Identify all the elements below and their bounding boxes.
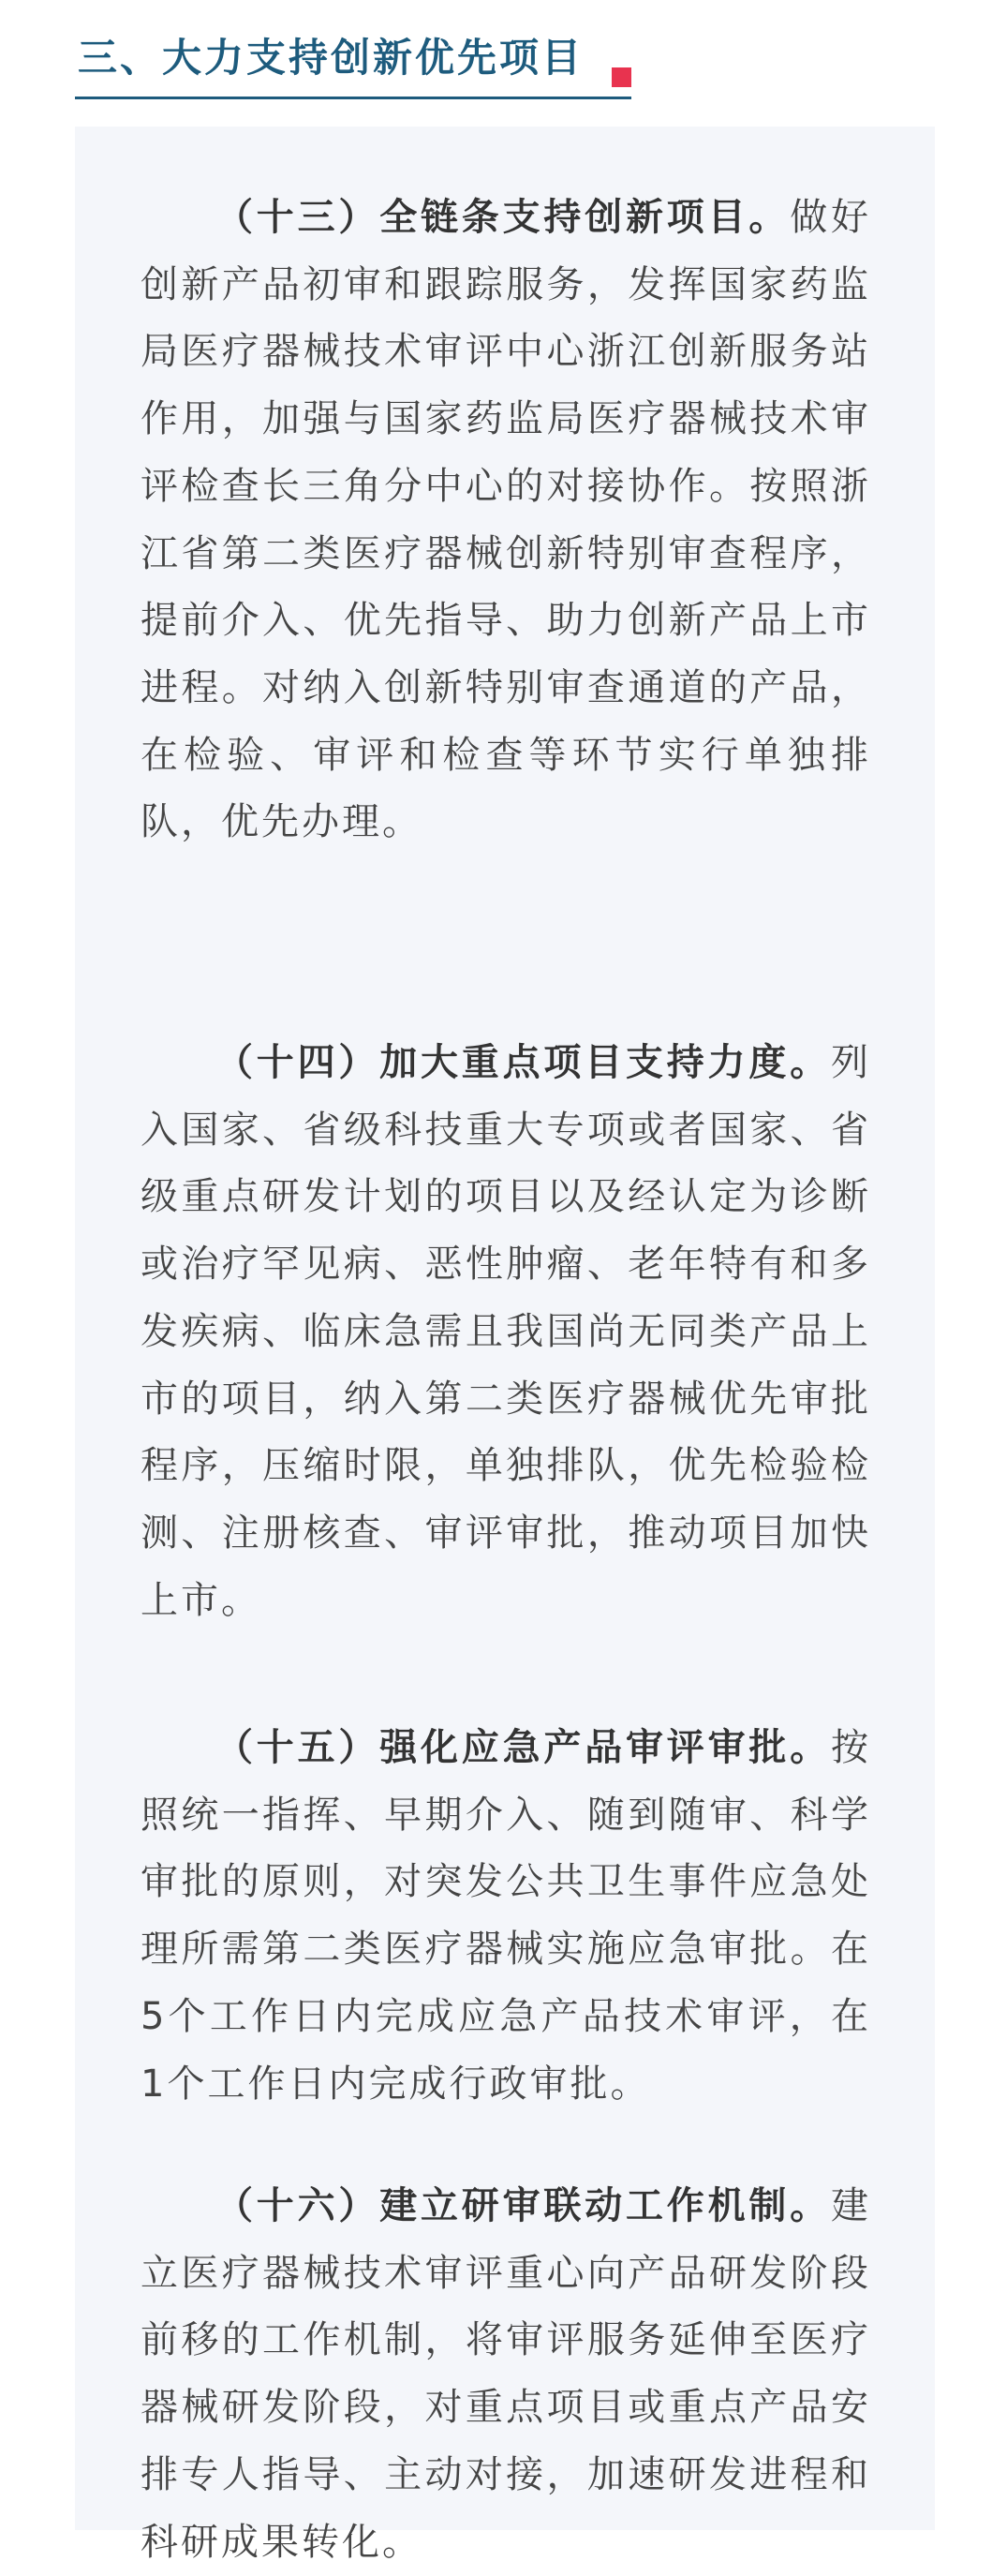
paragraph-item-15 <box>141 1715 871 2118</box>
paragraph-item-13-title: （十三）全链条支持创新项目。 <box>215 196 791 239</box>
section-heading-text: 三、大力支持创新优先项目 <box>78 35 585 81</box>
paragraph-item-15-title: （十五）强化应急产品审评审批。 <box>215 1726 831 1769</box>
paragraph-item-14-title: （十四）加大重点项目支持力度。 <box>215 1041 831 1084</box>
paragraph-item-13 <box>141 185 871 856</box>
paragraph-item-14-body: 列入国家、省级科技重大专项或者国家、省级重点研发计划的项目以及经认定为诊断或治疗罕见病、恶性肿瘤、老年特有和多发疾病、临床急需且我国尚无同类产品上市的项目，纳入第二类医疗器械优先审批程序，压缩时限，单独排队，优先检验检测、注册核查、审评审批，推动项目加快上市。 <box>141 1041 871 1622</box>
paragraph-item-14 <box>141 1030 871 1634</box>
article-content-box <box>75 127 935 2564</box>
heading-underline-divider <box>75 97 631 99</box>
paragraph-item-15-body: 按照统一指挥、早期介入、随到随审、科学审批的原则，对突发公共卫生事件应急处理所需第二类医疗器械实施应急审批。在5个工作日内完成应急产品技术审评，在1个工作日内完成行政审批。 <box>141 1726 871 2106</box>
section-heading <box>75 28 631 101</box>
paragraph-item-16-body: 建立医疗器械技术审评重心向产品研发阶段前移的工作机制，将审评服务延伸至医疗器械研发阶段，对重点项目或重点产品安排专人指导、主动对接，加速研发进程和科研成果转化。 <box>141 2184 871 2564</box>
heading-marker-square-icon <box>612 67 631 87</box>
paragraph-item-13-body: 做好创新产品初审和跟踪服务，发挥国家药监局医疗器械技术审评中心浙江创新服务站作用，加强与国家药监局医疗器械技术审评检查长三角分中心的对接协作。按照浙江省第二类医疗器械创新特别审查程序，提前介入、优先指导、助力创新产品上市进程。对纳入创新特别审查通道的产品，在检验、审评和检查等环节实行单独排队，优先办理。 <box>141 196 872 844</box>
paragraph-item-16-title: （十六）建立研审联动工作机制。 <box>215 2184 831 2227</box>
paragraph-item-16 <box>141 2173 871 2576</box>
